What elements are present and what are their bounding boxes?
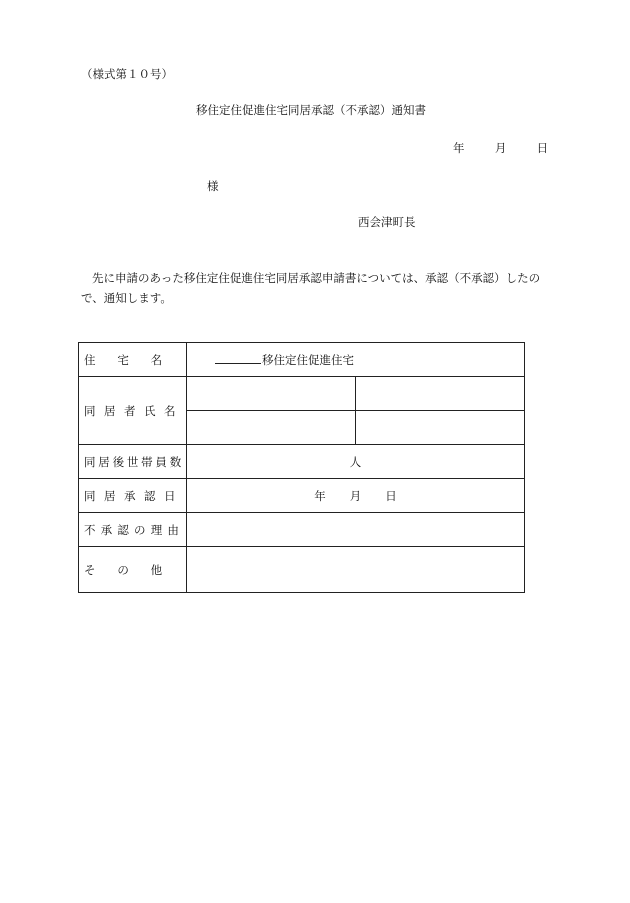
label-char: 承: [124, 488, 136, 503]
approval-year: 年: [314, 488, 326, 503]
label-char: 居: [104, 403, 116, 418]
label-char: 世: [126, 454, 139, 469]
label-char: 不: [84, 522, 96, 537]
label-text: [84, 454, 184, 470]
info-table: [78, 342, 525, 593]
label-housing: [79, 343, 187, 377]
value-other: [187, 547, 525, 593]
label-char: 名: [150, 352, 163, 367]
label-char: 居: [104, 488, 116, 503]
label-char: そ: [84, 562, 96, 577]
value-approval-date: [187, 479, 525, 513]
value-reason: [187, 513, 525, 547]
label-char: 日: [164, 488, 176, 503]
label-text: [84, 562, 184, 578]
label-char: 同: [84, 488, 96, 503]
label-char: の: [117, 562, 129, 577]
cohabitant-cell-3: [187, 411, 356, 445]
label-char: 理: [150, 522, 163, 537]
value-housing: [187, 343, 525, 377]
row-reason: [79, 513, 525, 547]
label-char: 氏: [144, 403, 156, 418]
row-cohabitants-1: [79, 377, 525, 411]
label-char: 認: [117, 522, 129, 537]
label-char: の: [134, 522, 146, 537]
row-approval-date: [79, 479, 525, 513]
label-char: 住: [84, 352, 96, 367]
date-month: 月: [494, 141, 507, 155]
label-char: 居: [98, 454, 110, 469]
row-other: [79, 547, 525, 593]
form-number: （様式第１０号）: [81, 67, 173, 81]
label-approval-date: [79, 479, 187, 513]
label-char: 同: [84, 403, 96, 418]
label-other: [79, 547, 187, 593]
label-char: 同: [84, 454, 96, 469]
date-day: 日: [536, 141, 549, 155]
cohabitant-cell-4: [356, 411, 525, 445]
label-text: [84, 403, 184, 419]
label-household: [79, 445, 187, 479]
label-text: [84, 522, 184, 538]
label-char: 数: [169, 454, 182, 469]
label-char: 認: [144, 488, 156, 503]
body-text: 先に申請のあった移住定住促進住宅同居承認申請書については、承認（不承認）したので、通知します。: [81, 271, 541, 305]
household-unit: 人: [349, 454, 362, 469]
document-title: 移住定住促進住宅同居承認（不承認）通知書: [196, 103, 426, 117]
issuer: 西会津町長: [358, 215, 416, 229]
label-char: 員: [155, 454, 167, 469]
label-char: 者: [124, 403, 136, 418]
date-line: [453, 140, 548, 156]
label-char: 承: [100, 522, 113, 537]
label-cohabitants: [79, 377, 187, 445]
label-char: 由: [167, 522, 179, 537]
date-year: 年: [453, 141, 465, 155]
housing-blank: [215, 353, 261, 364]
label-text: [84, 488, 184, 504]
row-housing: [79, 343, 525, 377]
label-char: 宅: [117, 352, 129, 367]
approval-day: 日: [385, 488, 397, 503]
housing-name: 移住定住促進住宅: [262, 352, 354, 367]
label-text: [84, 352, 184, 368]
label-char: 他: [150, 562, 163, 577]
cohabitant-cell-2: [356, 377, 525, 411]
row-household: [79, 445, 525, 479]
addressee: 様: [207, 179, 219, 193]
value-household: [187, 445, 525, 479]
label-char: 名: [164, 403, 176, 418]
label-char: 帯: [141, 454, 153, 469]
approval-month: 月: [349, 488, 362, 503]
label-reason: [79, 513, 187, 547]
label-char: 後: [112, 454, 125, 469]
cohabitant-cell-1: [187, 377, 356, 411]
